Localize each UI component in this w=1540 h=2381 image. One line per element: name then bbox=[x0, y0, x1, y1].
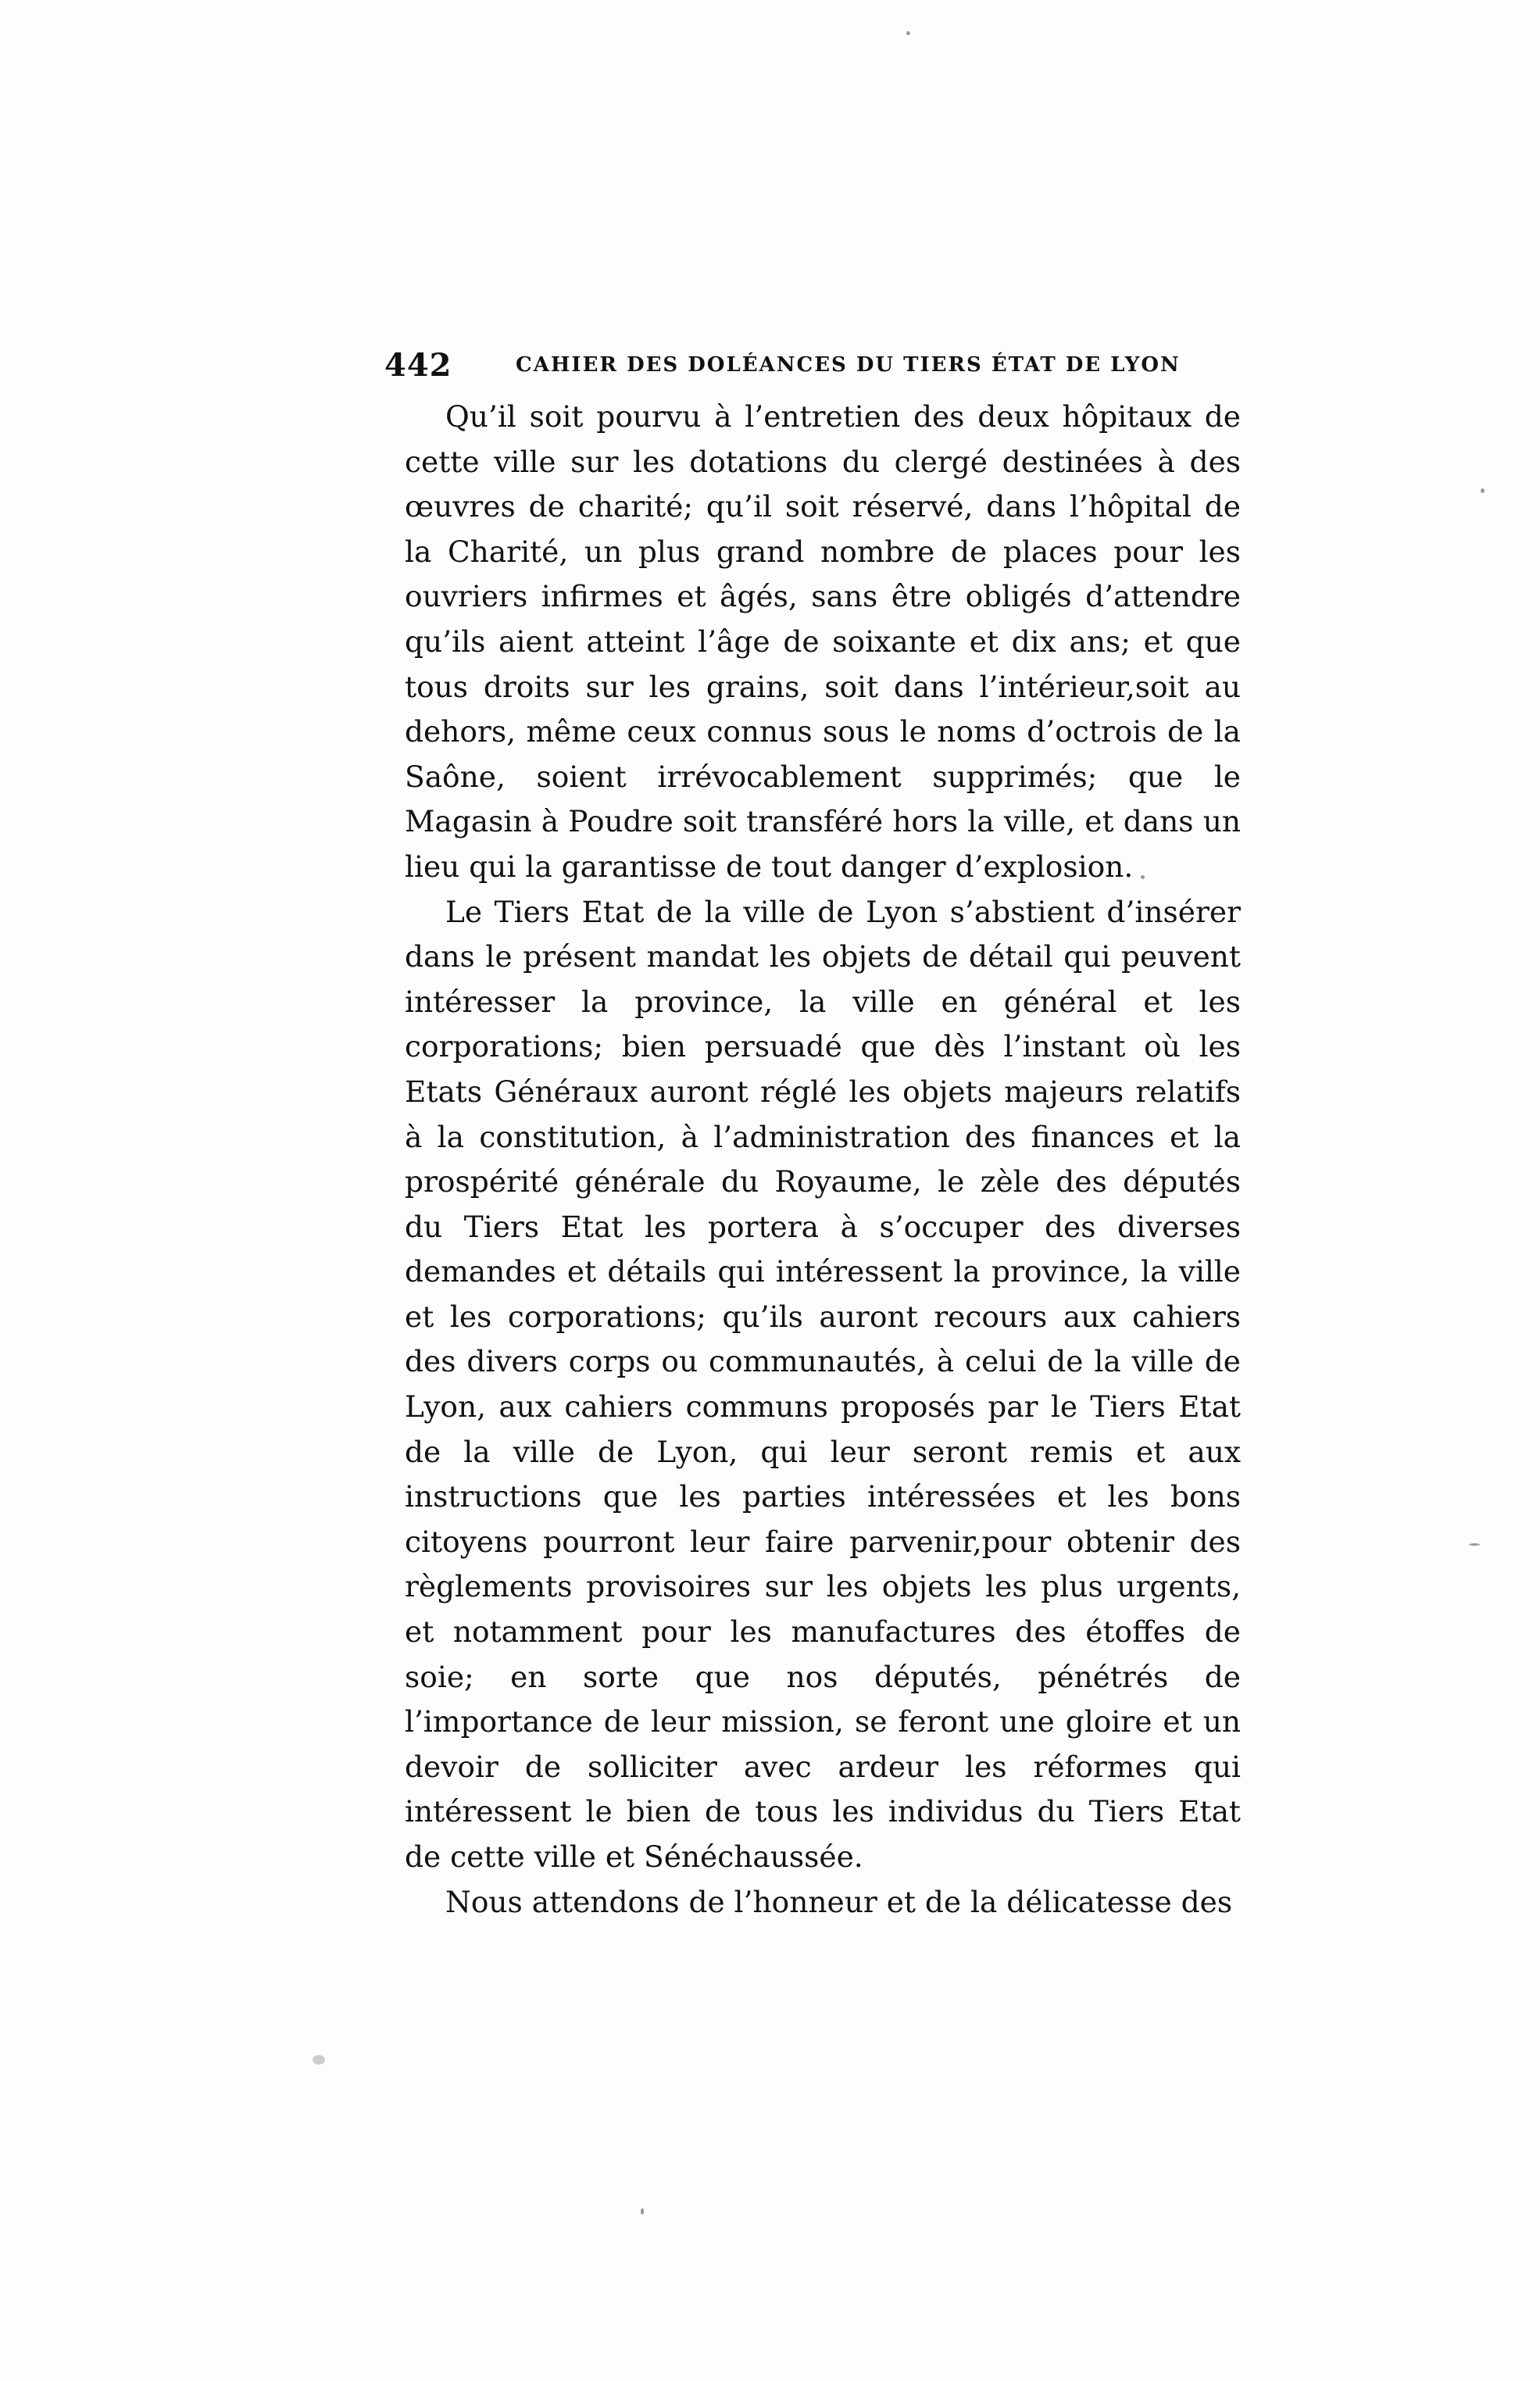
page-header bbox=[384, 347, 1244, 386]
paragraph-tiers-etat: Le Tiers Etat de la ville de Lyon s’abstient d’insérer dans le présent mandat les objets de détail qui peuvent intéresser la province, la ville en général et les corporations; bien persuadé que dès l’instant où les Etats Généraux auront réglé les objets majeurs relatifs à la constitution, à l’administration des finances et la prospérité générale du Royaume, le zèle des députés du Tiers Etat les portera à s’occuper des diverses demandes et détails qui intéressent la province, la ville et les corporations; qu’ils auront recours aux cahiers des divers corps ou communautés, à celui de la ville de Lyon, aux cahiers communs proposés par le Tiers Etat de la ville de Lyon, qui leur seront remis et aux instructions que les parties intéressées et les bons citoyens pourront leur faire parvenir,pour obtenir des règlements provisoires sur les objets les plus urgents, et notamment pour les manufactures des étoffes de soie; en sorte que nos députés, pénétrés de l’importance de leur mission, se feront une gloire et un devoir de solliciter avec ardeur les réformes qui intéressent le bien de tous les individus du Tiers Etat de cette ville et Sénéchaussée. bbox=[405, 894, 1241, 1874]
scan-speck bbox=[1469, 1543, 1480, 1546]
scan-speck bbox=[906, 31, 910, 35]
scan-speck bbox=[1481, 488, 1485, 493]
body-text bbox=[405, 395, 1241, 1925]
page-number: 442 bbox=[384, 347, 452, 384]
scan-speck bbox=[313, 2055, 325, 2065]
scan-speck bbox=[1141, 875, 1145, 879]
paragraph-hospitals: Qu’il soit pourvu à l’entretien des deux hôpitaux de cette ville sur les dotations du clergé destinées à des œuvres de charité; qu’il soit réservé, dans l’hôpital de la Charité, un plus grand nombre de places pour les ouvriers infirmes et âgés, sans être obligés d’attendre qu’ils aient atteint l’âge de soixante et dix ans; et que tous droits sur les grains, soit dans l’intérieur,soit au dehors, même ceux connus sous le noms d’octrois de la Saône, soient irrévocablement supprimés; que le Magasin à Poudre soit transféré hors la ville, et dans un lieu qui la garantisse de tout danger d’explosion. bbox=[405, 399, 1241, 884]
scan-speck bbox=[641, 2208, 644, 2215]
paragraph-honneur: Nous attendons de l’honneur et de la délicatesse des bbox=[445, 1884, 1233, 1919]
running-title: CAHIER DES DOLÉANCES DU TIERS ÉTAT DE LYON bbox=[516, 353, 1181, 377]
